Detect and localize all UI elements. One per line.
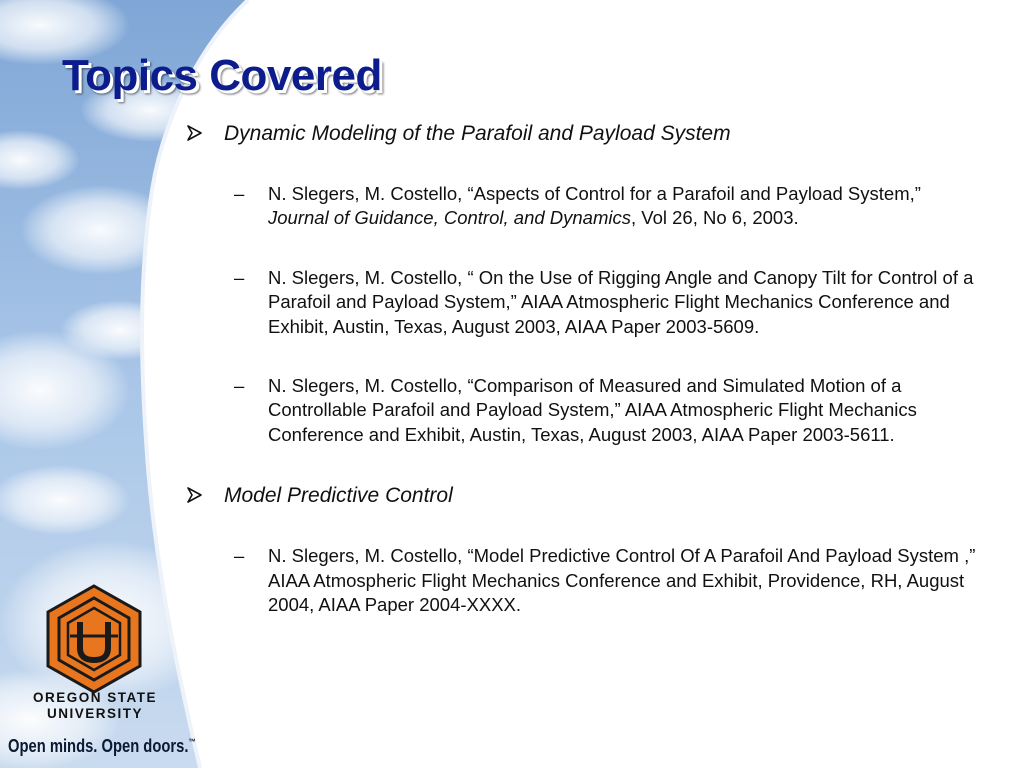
arrow-bullet-icon: [186, 124, 204, 142]
slide-body: [186, 118, 976, 617]
osu-shield-logo: [44, 584, 144, 694]
topic-item: [186, 120, 976, 148]
topic-heading: Dynamic Modeling of the Parafoil and Payload System: [224, 122, 731, 145]
reference-text-end: , Vol 26, No 6, 2003.: [631, 207, 799, 229]
university-slogan: [8, 736, 196, 757]
reference-item: [186, 374, 976, 447]
reference-text: N. Slegers, M. Costello, “Model Predictive Control Of A Parafoil And Payload System ,” AIAA Atmospheric Flight Mechanics Conference and Exhibit, Providence, RH, August 2004, AIAA Paper 2004-XXXX.: [268, 545, 976, 616]
reference-text: N. Slegers, M. Costello, “Comparison of Measured and Simulated Motion of a Controllable Parafoil and Payload System,” AIAA Atmospheric Flight Mechanics Conference and Exhibit, Austin, Texas, August 2003, AIAA Paper 2003-5611.: [268, 375, 917, 445]
reference-item: [186, 544, 976, 617]
topic-heading: Model Predictive Control: [224, 484, 453, 508]
reference-item: [186, 182, 976, 231]
university-name: [20, 690, 170, 722]
trademark-symbol: ™: [188, 737, 196, 747]
slide-title: Topics Covered: [62, 51, 382, 100]
dash-bullet: –: [234, 375, 245, 397]
reference-item: [186, 266, 976, 339]
topic-item: [186, 482, 976, 510]
slogan-text: Open minds. Open doors.: [8, 736, 189, 756]
dash-bullet: –: [234, 545, 245, 567]
dash-bullet: –: [234, 183, 245, 204]
reference-text: N. Slegers, M. Costello, “Aspects of Control for a Parafoil and Payload System,”: [268, 183, 921, 204]
journal-name: Journal of Guidance, Control, and Dynamics: [268, 207, 631, 229]
arrow-bullet-icon: [186, 486, 204, 504]
university-line-1: OREGON STATE: [32, 690, 157, 705]
university-line-2: UNIVERSITY: [46, 706, 143, 721]
reference-text: N. Slegers, M. Costello, “ On the Use of Rigging Angle and Canopy Tilt for Control of a Parafoil and Payload System,” AIAA Atmospheric Flight Mechanics Conference and Exhibit, Austin, Texas, August 2003, AIAA Paper 2003-5609.: [268, 266, 974, 337]
dash-bullet: –: [234, 266, 245, 288]
